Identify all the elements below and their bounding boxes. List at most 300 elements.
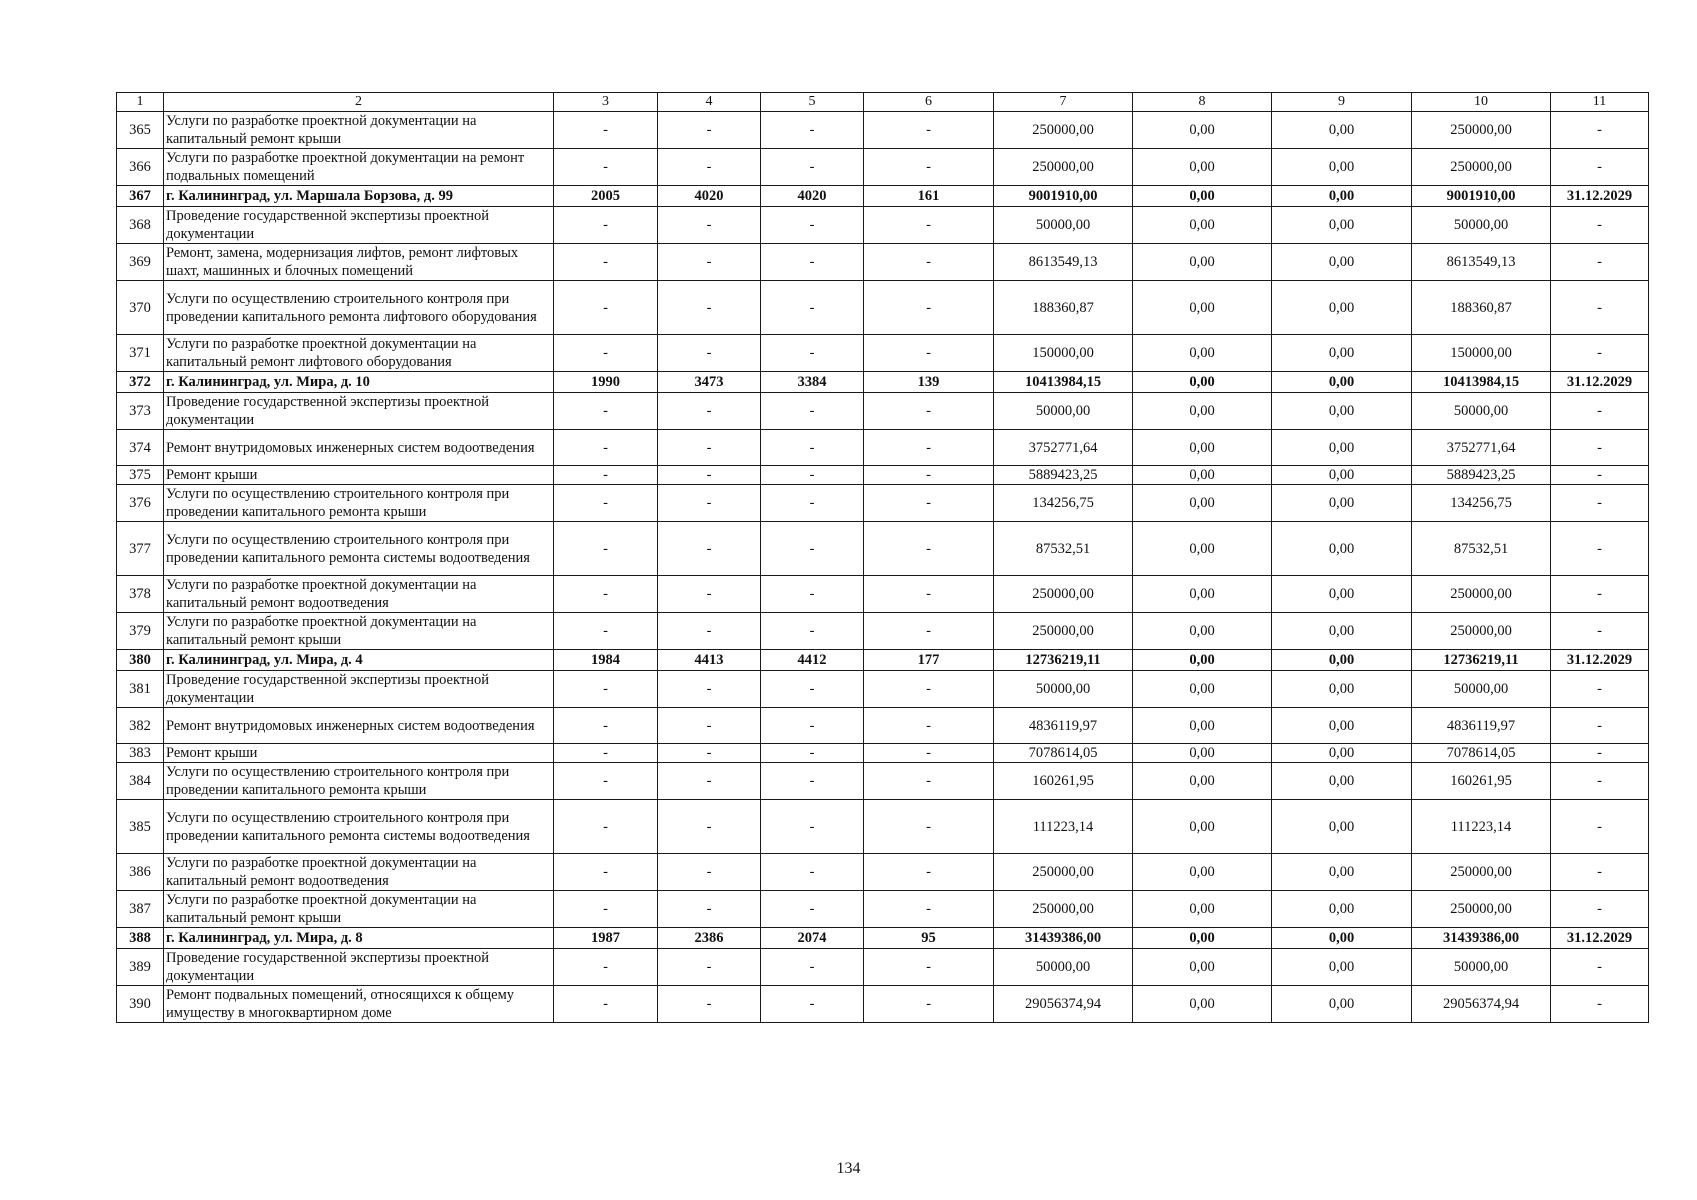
column-number-row xyxy=(117,93,1649,112)
area-living-cell: - xyxy=(761,244,864,281)
fund-cost-cell: 50000,00 xyxy=(1412,949,1551,986)
fund-cost-cell: 4836119,97 xyxy=(1412,708,1551,744)
residents-cell: - xyxy=(864,112,994,149)
residents-cell: 139 xyxy=(864,372,994,393)
fund-cost-cell: 87532,51 xyxy=(1412,522,1551,576)
deadline-cell: 31.12.2029 xyxy=(1551,186,1649,207)
deadline-cell: - xyxy=(1551,744,1649,763)
residents-cell: - xyxy=(864,986,994,1023)
year-cell: - xyxy=(554,485,658,522)
work-description-cell: Услуги по разработке проектной документации на капитальный ремонт крыши xyxy=(164,112,554,149)
col8-cell: 0,00 xyxy=(1133,149,1272,186)
row-number-cell: 381 xyxy=(117,671,164,708)
year-cell: - xyxy=(554,986,658,1023)
row-number-cell: 379 xyxy=(117,613,164,650)
fund-cost-cell: 7078614,05 xyxy=(1412,744,1551,763)
deadline-cell: - xyxy=(1551,986,1649,1023)
deadline-cell: - xyxy=(1551,466,1649,485)
work-description-cell: Услуги по разработке проектной документации на капитальный ремонт лифтового оборудования xyxy=(164,335,554,372)
area-total-cell: 2386 xyxy=(658,928,761,949)
year-cell: - xyxy=(554,281,658,335)
fund-cost-cell: 250000,00 xyxy=(1412,149,1551,186)
deadline-cell: - xyxy=(1551,149,1649,186)
residents-cell: - xyxy=(864,949,994,986)
work-description-cell: Проведение государственной экспертизы проектной документации xyxy=(164,949,554,986)
work-description-cell: Ремонт внутридомовых инженерных систем водоотведения xyxy=(164,430,554,466)
fund-cost-cell: 12736219,11 xyxy=(1412,650,1551,671)
column-header: 6 xyxy=(864,93,994,112)
work-description-cell: Услуги по осуществлению строительного контроля при проведении капитального ремонта системы водоотведения xyxy=(164,800,554,854)
area-total-cell: - xyxy=(658,854,761,891)
total-cost-cell: 31439386,00 xyxy=(994,928,1133,949)
col8-cell: 0,00 xyxy=(1133,613,1272,650)
area-total-cell: - xyxy=(658,112,761,149)
work-description-cell: Проведение государственной экспертизы проектной документации xyxy=(164,207,554,244)
col8-cell: 0,00 xyxy=(1133,928,1272,949)
area-total-cell: - xyxy=(658,466,761,485)
total-cost-cell: 188360,87 xyxy=(994,281,1133,335)
row-number-cell: 389 xyxy=(117,949,164,986)
fund-cost-cell: 250000,00 xyxy=(1412,112,1551,149)
col9-cell: 0,00 xyxy=(1272,800,1412,854)
row-number-cell: 386 xyxy=(117,854,164,891)
area-total-cell: 3473 xyxy=(658,372,761,393)
col9-cell: 0,00 xyxy=(1272,393,1412,430)
year-cell: - xyxy=(554,112,658,149)
col8-cell: 0,00 xyxy=(1133,949,1272,986)
area-living-cell: - xyxy=(761,485,864,522)
year-cell: 1990 xyxy=(554,372,658,393)
work-item-row xyxy=(117,430,1649,466)
data-table xyxy=(116,92,1649,1023)
col8-cell: 0,00 xyxy=(1133,650,1272,671)
row-number-cell: 380 xyxy=(117,650,164,671)
column-header: 4 xyxy=(658,93,761,112)
fund-cost-cell: 50000,00 xyxy=(1412,393,1551,430)
area-total-cell: - xyxy=(658,763,761,800)
area-living-cell: - xyxy=(761,763,864,800)
work-item-row xyxy=(117,708,1649,744)
total-cost-cell: 250000,00 xyxy=(994,112,1133,149)
work-description-cell: Ремонт, замена, модернизация лифтов, ремонт лифтовых шахт, машинных и блочных помещений xyxy=(164,244,554,281)
area-living-cell: - xyxy=(761,430,864,466)
work-item-row xyxy=(117,393,1649,430)
area-total-cell: - xyxy=(658,891,761,928)
col8-cell: 0,00 xyxy=(1133,207,1272,244)
table-body xyxy=(117,93,1649,1023)
col9-cell: 0,00 xyxy=(1272,207,1412,244)
col9-cell: 0,00 xyxy=(1272,671,1412,708)
area-living-cell: - xyxy=(761,522,864,576)
total-cost-cell: 111223,14 xyxy=(994,800,1133,854)
column-header: 3 xyxy=(554,93,658,112)
work-item-row xyxy=(117,244,1649,281)
residents-cell: 177 xyxy=(864,650,994,671)
year-cell: - xyxy=(554,744,658,763)
col8-cell: 0,00 xyxy=(1133,244,1272,281)
col8-cell: 0,00 xyxy=(1133,576,1272,613)
work-item-row xyxy=(117,744,1649,763)
row-number-cell: 370 xyxy=(117,281,164,335)
work-item-row xyxy=(117,671,1649,708)
address-cell: г. Калининград, ул. Мира, д. 4 xyxy=(164,650,554,671)
area-total-cell: - xyxy=(658,986,761,1023)
address-cell: г. Калининград, ул. Мира, д. 10 xyxy=(164,372,554,393)
total-cost-cell: 7078614,05 xyxy=(994,744,1133,763)
row-number-cell: 369 xyxy=(117,244,164,281)
total-cost-cell: 3752771,64 xyxy=(994,430,1133,466)
row-number-cell: 382 xyxy=(117,708,164,744)
column-header: 8 xyxy=(1133,93,1272,112)
col8-cell: 0,00 xyxy=(1133,485,1272,522)
residents-cell: - xyxy=(864,466,994,485)
row-number-cell: 366 xyxy=(117,149,164,186)
work-item-row xyxy=(117,986,1649,1023)
row-number-cell: 387 xyxy=(117,891,164,928)
deadline-cell: - xyxy=(1551,522,1649,576)
area-living-cell: - xyxy=(761,671,864,708)
area-living-cell: - xyxy=(761,949,864,986)
area-total-cell: - xyxy=(658,949,761,986)
col9-cell: 0,00 xyxy=(1272,928,1412,949)
work-description-cell: Услуги по разработке проектной документации на капитальный ремонт крыши xyxy=(164,891,554,928)
col8-cell: 0,00 xyxy=(1133,708,1272,744)
deadline-cell: - xyxy=(1551,708,1649,744)
residents-cell: - xyxy=(864,763,994,800)
residents-cell: 95 xyxy=(864,928,994,949)
work-description-cell: Проведение государственной экспертизы проектной документации xyxy=(164,671,554,708)
row-number-cell: 368 xyxy=(117,207,164,244)
total-cost-cell: 12736219,11 xyxy=(994,650,1133,671)
area-living-cell: - xyxy=(761,854,864,891)
column-header: 9 xyxy=(1272,93,1412,112)
year-cell: - xyxy=(554,613,658,650)
work-item-row xyxy=(117,149,1649,186)
col9-cell: 0,00 xyxy=(1272,335,1412,372)
area-total-cell: - xyxy=(658,281,761,335)
col8-cell: 0,00 xyxy=(1133,671,1272,708)
fund-cost-cell: 134256,75 xyxy=(1412,485,1551,522)
total-cost-cell: 4836119,97 xyxy=(994,708,1133,744)
total-cost-cell: 250000,00 xyxy=(994,149,1133,186)
col8-cell: 0,00 xyxy=(1133,891,1272,928)
col9-cell: 0,00 xyxy=(1272,576,1412,613)
year-cell: 2005 xyxy=(554,186,658,207)
area-total-cell: - xyxy=(658,744,761,763)
row-number-cell: 367 xyxy=(117,186,164,207)
work-item-row xyxy=(117,949,1649,986)
deadline-cell: - xyxy=(1551,207,1649,244)
year-cell: 1984 xyxy=(554,650,658,671)
work-description-cell: Услуги по осуществлению строительного контроля при проведении капитального ремонта крыши xyxy=(164,485,554,522)
fund-cost-cell: 111223,14 xyxy=(1412,800,1551,854)
row-number-cell: 373 xyxy=(117,393,164,430)
deadline-cell: 31.12.2029 xyxy=(1551,650,1649,671)
row-number-cell: 372 xyxy=(117,372,164,393)
work-description-cell: Услуги по осуществлению строительного контроля при проведении капитального ремонта крыши xyxy=(164,763,554,800)
area-total-cell: - xyxy=(658,430,761,466)
total-cost-cell: 87532,51 xyxy=(994,522,1133,576)
row-number-cell: 388 xyxy=(117,928,164,949)
year-cell: - xyxy=(554,466,658,485)
deadline-cell: - xyxy=(1551,393,1649,430)
fund-cost-cell: 10413984,15 xyxy=(1412,372,1551,393)
deadline-cell: - xyxy=(1551,671,1649,708)
area-living-cell: 4020 xyxy=(761,186,864,207)
col9-cell: 0,00 xyxy=(1272,763,1412,800)
residents-cell: - xyxy=(864,576,994,613)
year-cell: - xyxy=(554,891,658,928)
work-item-row xyxy=(117,891,1649,928)
fund-cost-cell: 8613549,13 xyxy=(1412,244,1551,281)
work-description-cell: Ремонт подвальных помещений, относящихся к общему имуществу в многоквартирном доме xyxy=(164,986,554,1023)
fund-cost-cell: 160261,95 xyxy=(1412,763,1551,800)
year-cell: - xyxy=(554,671,658,708)
col8-cell: 0,00 xyxy=(1133,986,1272,1023)
work-description-cell: Ремонт крыши xyxy=(164,744,554,763)
col8-cell: 0,00 xyxy=(1133,281,1272,335)
area-total-cell: - xyxy=(658,244,761,281)
year-cell: - xyxy=(554,244,658,281)
col9-cell: 0,00 xyxy=(1272,986,1412,1023)
area-total-cell: - xyxy=(658,522,761,576)
col9-cell: 0,00 xyxy=(1272,522,1412,576)
address-row xyxy=(117,186,1649,207)
col8-cell: 0,00 xyxy=(1133,393,1272,430)
area-total-cell: 4413 xyxy=(658,650,761,671)
year-cell: - xyxy=(554,149,658,186)
col9-cell: 0,00 xyxy=(1272,281,1412,335)
row-number-cell: 371 xyxy=(117,335,164,372)
work-description-cell: Услуги по разработке проектной документации на капитальный ремонт крыши xyxy=(164,613,554,650)
year-cell: - xyxy=(554,522,658,576)
area-living-cell: - xyxy=(761,708,864,744)
col8-cell: 0,00 xyxy=(1133,186,1272,207)
area-total-cell: - xyxy=(658,576,761,613)
total-cost-cell: 10413984,15 xyxy=(994,372,1133,393)
area-living-cell: 2074 xyxy=(761,928,864,949)
col9-cell: 0,00 xyxy=(1272,891,1412,928)
total-cost-cell: 250000,00 xyxy=(994,613,1133,650)
col9-cell: 0,00 xyxy=(1272,485,1412,522)
deadline-cell: - xyxy=(1551,576,1649,613)
total-cost-cell: 50000,00 xyxy=(994,393,1133,430)
residents-cell: - xyxy=(864,430,994,466)
col8-cell: 0,00 xyxy=(1133,800,1272,854)
address-row xyxy=(117,928,1649,949)
row-number-cell: 385 xyxy=(117,800,164,854)
work-description-cell: Ремонт крыши xyxy=(164,466,554,485)
residents-cell: - xyxy=(864,800,994,854)
area-living-cell: - xyxy=(761,744,864,763)
area-living-cell: - xyxy=(761,613,864,650)
col9-cell: 0,00 xyxy=(1272,149,1412,186)
residents-cell: - xyxy=(864,613,994,650)
residents-cell: - xyxy=(864,891,994,928)
area-living-cell: - xyxy=(761,207,864,244)
work-item-row xyxy=(117,207,1649,244)
deadline-cell: - xyxy=(1551,891,1649,928)
area-total-cell: - xyxy=(658,613,761,650)
col9-cell: 0,00 xyxy=(1272,854,1412,891)
col8-cell: 0,00 xyxy=(1133,763,1272,800)
col8-cell: 0,00 xyxy=(1133,522,1272,576)
col8-cell: 0,00 xyxy=(1133,854,1272,891)
residents-cell: 161 xyxy=(864,186,994,207)
deadline-cell: - xyxy=(1551,430,1649,466)
deadline-cell: 31.12.2029 xyxy=(1551,928,1649,949)
col8-cell: 0,00 xyxy=(1133,430,1272,466)
area-living-cell: - xyxy=(761,112,864,149)
deadline-cell: - xyxy=(1551,485,1649,522)
work-item-row xyxy=(117,112,1649,149)
area-living-cell: - xyxy=(761,393,864,430)
deadline-cell: - xyxy=(1551,613,1649,650)
area-living-cell: - xyxy=(761,466,864,485)
deadline-cell: - xyxy=(1551,281,1649,335)
col8-cell: 0,00 xyxy=(1133,335,1272,372)
work-item-row xyxy=(117,466,1649,485)
fund-cost-cell: 5889423,25 xyxy=(1412,466,1551,485)
residents-cell: - xyxy=(864,335,994,372)
deadline-cell: - xyxy=(1551,112,1649,149)
residents-cell: - xyxy=(864,708,994,744)
fund-cost-cell: 31439386,00 xyxy=(1412,928,1551,949)
total-cost-cell: 160261,95 xyxy=(994,763,1133,800)
area-total-cell: - xyxy=(658,708,761,744)
deadline-cell: - xyxy=(1551,244,1649,281)
total-cost-cell: 29056374,94 xyxy=(994,986,1133,1023)
work-description-cell: Услуги по осуществлению строительного контроля при проведении капитального ремонта лифтового оборудования xyxy=(164,281,554,335)
deadline-cell: - xyxy=(1551,854,1649,891)
col8-cell: 0,00 xyxy=(1133,466,1272,485)
row-number-cell: 376 xyxy=(117,485,164,522)
col9-cell: 0,00 xyxy=(1272,466,1412,485)
area-living-cell: - xyxy=(761,576,864,613)
address-cell: г. Калининград, ул. Мира, д. 8 xyxy=(164,928,554,949)
deadline-cell: - xyxy=(1551,763,1649,800)
work-item-row xyxy=(117,763,1649,800)
column-header: 2 xyxy=(164,93,554,112)
col9-cell: 0,00 xyxy=(1272,112,1412,149)
row-number-cell: 377 xyxy=(117,522,164,576)
year-cell: - xyxy=(554,763,658,800)
address-cell: г. Калининград, ул. Маршала Борзова, д. 99 xyxy=(164,186,554,207)
fund-cost-cell: 250000,00 xyxy=(1412,613,1551,650)
row-number-cell: 365 xyxy=(117,112,164,149)
residents-cell: - xyxy=(864,671,994,708)
area-total-cell: - xyxy=(658,149,761,186)
work-description-cell: Ремонт внутридомовых инженерных систем водоотведения xyxy=(164,708,554,744)
year-cell: - xyxy=(554,949,658,986)
area-total-cell: 4020 xyxy=(658,186,761,207)
residents-cell: - xyxy=(864,485,994,522)
col9-cell: 0,00 xyxy=(1272,650,1412,671)
fund-cost-cell: 50000,00 xyxy=(1412,207,1551,244)
col9-cell: 0,00 xyxy=(1272,430,1412,466)
total-cost-cell: 8613549,13 xyxy=(994,244,1133,281)
fund-cost-cell: 250000,00 xyxy=(1412,576,1551,613)
work-item-row xyxy=(117,335,1649,372)
work-description-cell: Проведение государственной экспертизы проектной документации xyxy=(164,393,554,430)
work-item-row xyxy=(117,613,1649,650)
residents-cell: - xyxy=(864,393,994,430)
area-total-cell: - xyxy=(658,800,761,854)
total-cost-cell: 250000,00 xyxy=(994,854,1133,891)
deadline-cell: - xyxy=(1551,949,1649,986)
area-living-cell: - xyxy=(761,986,864,1023)
fund-cost-cell: 29056374,94 xyxy=(1412,986,1551,1023)
col9-cell: 0,00 xyxy=(1272,949,1412,986)
fund-cost-cell: 250000,00 xyxy=(1412,854,1551,891)
residents-cell: - xyxy=(864,522,994,576)
fund-cost-cell: 150000,00 xyxy=(1412,335,1551,372)
year-cell: - xyxy=(554,430,658,466)
col8-cell: 0,00 xyxy=(1133,372,1272,393)
address-row xyxy=(117,372,1649,393)
year-cell: - xyxy=(554,393,658,430)
row-number-cell: 375 xyxy=(117,466,164,485)
area-total-cell: - xyxy=(658,485,761,522)
col9-cell: 0,00 xyxy=(1272,744,1412,763)
fund-cost-cell: 250000,00 xyxy=(1412,891,1551,928)
total-cost-cell: 50000,00 xyxy=(994,671,1133,708)
area-living-cell: - xyxy=(761,335,864,372)
address-row xyxy=(117,650,1649,671)
col9-cell: 0,00 xyxy=(1272,186,1412,207)
residents-cell: - xyxy=(864,744,994,763)
residents-cell: - xyxy=(864,281,994,335)
fund-cost-cell: 50000,00 xyxy=(1412,671,1551,708)
work-item-row xyxy=(117,281,1649,335)
area-total-cell: - xyxy=(658,393,761,430)
area-living-cell: - xyxy=(761,281,864,335)
residents-cell: - xyxy=(864,207,994,244)
col9-cell: 0,00 xyxy=(1272,372,1412,393)
year-cell: - xyxy=(554,207,658,244)
total-cost-cell: 250000,00 xyxy=(994,576,1133,613)
row-number-cell: 390 xyxy=(117,986,164,1023)
work-item-row xyxy=(117,522,1649,576)
fund-cost-cell: 9001910,00 xyxy=(1412,186,1551,207)
col9-cell: 0,00 xyxy=(1272,244,1412,281)
col9-cell: 0,00 xyxy=(1272,708,1412,744)
total-cost-cell: 150000,00 xyxy=(994,335,1133,372)
work-item-row xyxy=(117,800,1649,854)
total-cost-cell: 134256,75 xyxy=(994,485,1133,522)
col9-cell: 0,00 xyxy=(1272,613,1412,650)
area-total-cell: - xyxy=(658,207,761,244)
fund-cost-cell: 3752771,64 xyxy=(1412,430,1551,466)
year-cell: - xyxy=(554,800,658,854)
work-description-cell: Услуги по разработке проектной документации на капитальный ремонт водоотведения xyxy=(164,576,554,613)
column-header: 1 xyxy=(117,93,164,112)
column-header: 11 xyxy=(1551,93,1649,112)
deadline-cell: - xyxy=(1551,800,1649,854)
year-cell: - xyxy=(554,708,658,744)
page-number: 134 xyxy=(836,1160,861,1177)
column-header: 7 xyxy=(994,93,1133,112)
year-cell: - xyxy=(554,576,658,613)
work-description-cell: Услуги по разработке проектной документации на капитальный ремонт водоотведения xyxy=(164,854,554,891)
col8-cell: 0,00 xyxy=(1133,112,1272,149)
area-living-cell: - xyxy=(761,149,864,186)
residents-cell: - xyxy=(864,244,994,281)
row-number-cell: 384 xyxy=(117,763,164,800)
deadline-cell: - xyxy=(1551,335,1649,372)
work-item-row xyxy=(117,576,1649,613)
residents-cell: - xyxy=(864,149,994,186)
